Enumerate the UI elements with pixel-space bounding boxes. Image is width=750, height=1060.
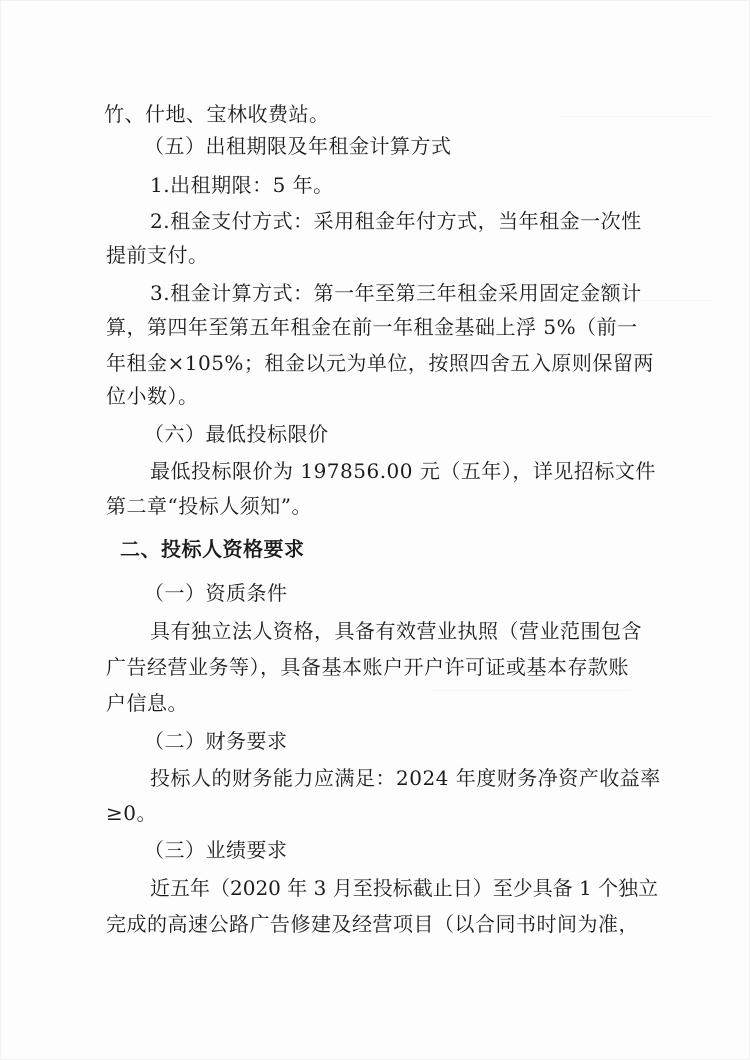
body-line: 第二章“投标人须知”。: [106, 494, 312, 518]
body-line: 近五年（2020 年 3 月至投标截止日）至少具备 1 个独立: [150, 876, 659, 900]
subsection-heading: （六）最低投标限价: [144, 422, 329, 446]
subsection-heading: （一）资质条件: [144, 581, 288, 605]
body-line: 具有独立法人资格，具备有效营业执照（营业范围包含: [150, 619, 642, 643]
body-line: 完成的高速公路广告修建及经营项目（以合同书时间为准，: [106, 912, 639, 936]
body-line: 算，第四年至第五年租金在前一年租金基础上浮 5%（前一: [106, 315, 638, 339]
body-line: 年租金×105%；租金以元为单位，按照四舍五入原则保留两: [106, 351, 654, 375]
section-heading: 二、投标人资格要求: [120, 537, 305, 561]
body-line: 投标人的财务能力应满足：2024 年度财务净资产收益率: [150, 766, 661, 790]
scan-artifact: [430, 690, 630, 691]
body-line: 竹、什地、宝林收费站。: [104, 102, 330, 126]
body-line: 提前支付。: [106, 243, 209, 267]
scan-artifact: [560, 116, 710, 117]
body-line: 2.租金支付方式：采用租金年付方式，当年租金一次性: [150, 209, 642, 233]
subsection-heading: （五）出租期限及年租金计算方式: [144, 134, 452, 158]
body-line: 最低投标限价为 197856.00 元（五年），详见招标文件: [150, 459, 656, 483]
body-line: 户信息。: [106, 691, 188, 715]
subsection-heading: （三）业绩要求: [144, 838, 288, 862]
body-line: 1.出租期限：5 年。: [150, 173, 334, 197]
body-line: ≥0。: [106, 801, 157, 825]
body-line: 广告经营业务等），具备基本账户开户许可证或基本存款账: [106, 655, 629, 679]
body-line: 位小数）。: [106, 384, 199, 408]
body-line: 3.租金计算方式：第一年至第三年租金采用固定金额计: [150, 281, 642, 305]
subsection-heading: （二）财务要求: [144, 729, 288, 753]
